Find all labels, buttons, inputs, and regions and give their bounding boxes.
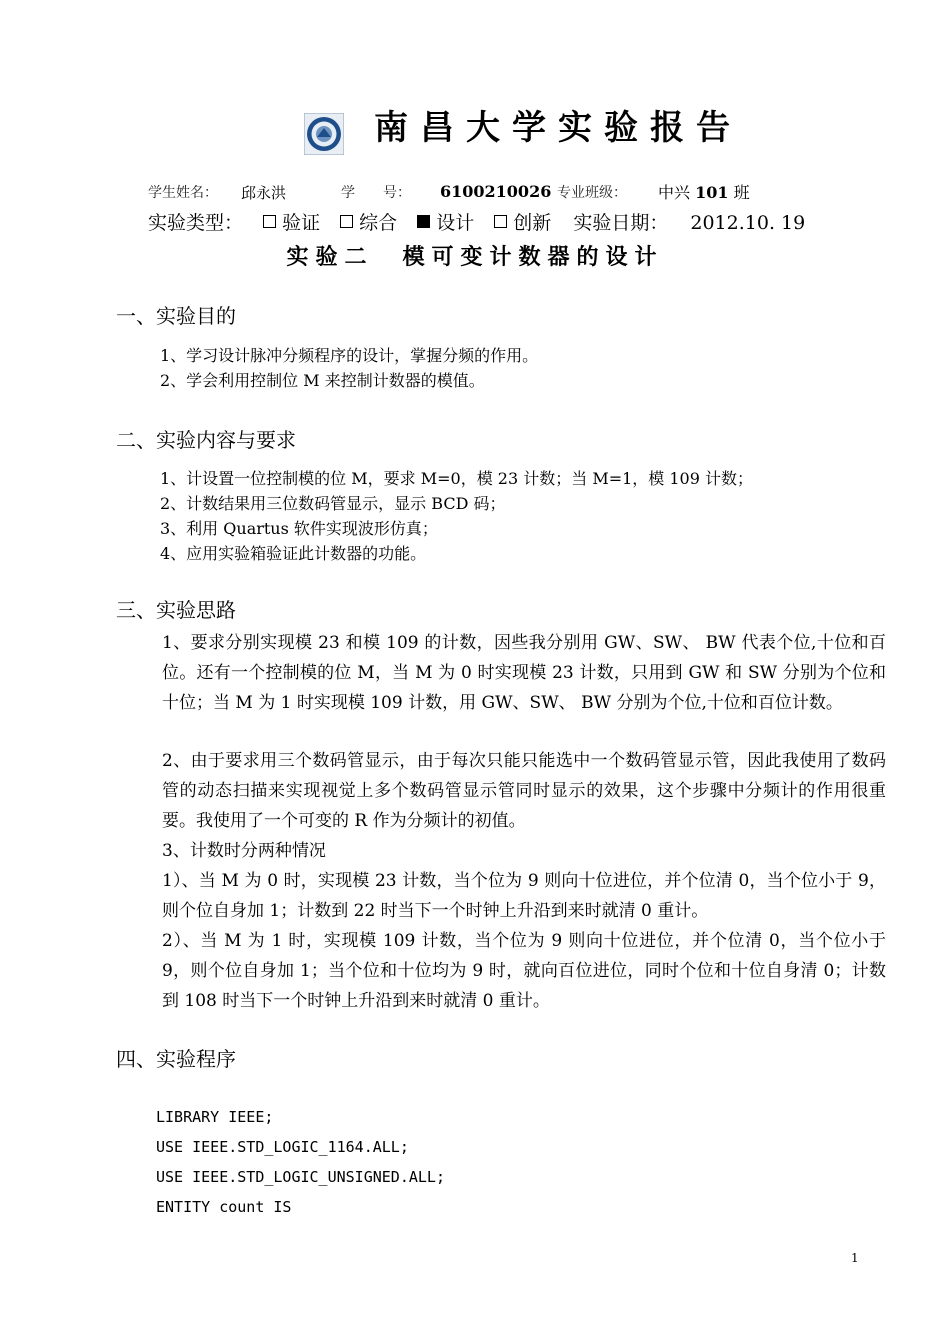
content-item: 2、计数结果用三位数码管显示，显示 BCD 码； — [160, 494, 506, 513]
code-line: USE IEEE.STD_LOGIC_UNSIGNED.ALL; — [156, 1168, 445, 1186]
approach-paragraph: 1）、当 M 为 0 时，实现模 23 计数，当个位为 9 则向十位进位，并个位清 0，当个位小于 9，则个位自身加 1；计数到 22 时当下一个时钟上升沿到来时就清 0 重计。 — [162, 871, 886, 921]
type-verify: 验证 — [282, 212, 321, 234]
experiment-title: 实验二 模可变计数器的设计 — [286, 244, 664, 270]
checkbox-verify — [263, 215, 276, 228]
checkbox-design-checked — [417, 215, 430, 228]
content-item: 1、计设置一位控制模的位 M，要求 M=0，模 23 计数；当 M=1，模 109 计数； — [160, 469, 754, 488]
experiment-date: 2012.10. 19 — [690, 212, 806, 234]
code-line: ENTITY count IS — [156, 1198, 292, 1216]
type-comprehensive: 综合 — [359, 212, 398, 234]
student-id-label: 学 号： — [341, 185, 411, 201]
approach-paragraph: 2）、当 M 为 1 时，实现模 109 计数，当个位为 9 则向十位进位，并个位清 0，当个位小于 9，则个位自身加 1；当个位和十位均为 9 时，就向百位进位，同时个位和十位自身清 0；计数到 108 时当下一个时钟上升沿到来时就清 0 重计。 — [162, 931, 886, 1011]
experiment-date-label: 实验日期： — [573, 212, 669, 234]
approach-paragraph: 1、要求分别实现模 23 和模 109 的计数，因些我分别用 GW、SW、 BW 代表个位,十位和百位。还有一个控制模的位 M，当 M 为 0 时实现模 23 计数，只用到 GW 和 SW 分别为个位和十位；当 M 为 1 时实现模 109 计数，用 GW、SW、 BW 分别为个位,十位和百位计数。 — [162, 633, 886, 713]
checkbox-innovate — [494, 215, 507, 228]
section-heading-program: 四、实验程序 — [116, 1047, 236, 1071]
checkbox-comprehensive — [340, 215, 353, 228]
student-name-label: 学生姓名： — [148, 185, 218, 201]
page-number: 1 — [851, 1251, 859, 1265]
school-title: 南昌大学实验报告 — [374, 108, 742, 148]
purpose-item: 1、学习设计脉冲分频程序的设计，掌握分频的作用。 — [160, 346, 539, 365]
section-heading-approach: 三、实验思路 — [116, 598, 236, 622]
code-line: USE IEEE.STD_LOGIC_1164.ALL; — [156, 1138, 409, 1156]
section-heading-content: 二、实验内容与要求 — [116, 428, 296, 452]
student-id: 6100210026 — [440, 182, 552, 201]
section-heading-purpose: 一、实验目的 — [116, 304, 236, 328]
experiment-type-label: 实验类型： — [148, 212, 244, 234]
experiment-type-line — [148, 208, 811, 235]
code-line: LIBRARY IEEE; — [156, 1108, 274, 1126]
purpose-item: 2、学会利用控制位 M 来控制计数器的模值。 — [160, 371, 485, 390]
type-design: 设计 — [436, 212, 475, 234]
university-logo — [304, 113, 344, 155]
class-value: 中兴 101 班 — [658, 183, 750, 202]
approach-paragraph: 2、由于要求用三个数码管显示，由于每次只能只能选中一个数码管显示管，因此我使用了数码管的动态扫描来实现视觉上多个数码管显示管同时显示的效果，这个步骤中分频计的作用很重要。我使用了一个可变的 R 作为分频计的初值。 — [162, 751, 886, 831]
content-item: 4、应用实验箱验证此计数器的功能。 — [160, 544, 427, 563]
approach-paragraph: 3、计数时分两种情况 — [162, 841, 326, 861]
type-innovate: 创新 — [513, 212, 552, 234]
student-name: 邱永洪 — [241, 184, 287, 202]
content-item: 3、利用 Quartus 软件实现波形仿真； — [160, 519, 438, 538]
class-label: 专业班级： — [557, 185, 627, 201]
